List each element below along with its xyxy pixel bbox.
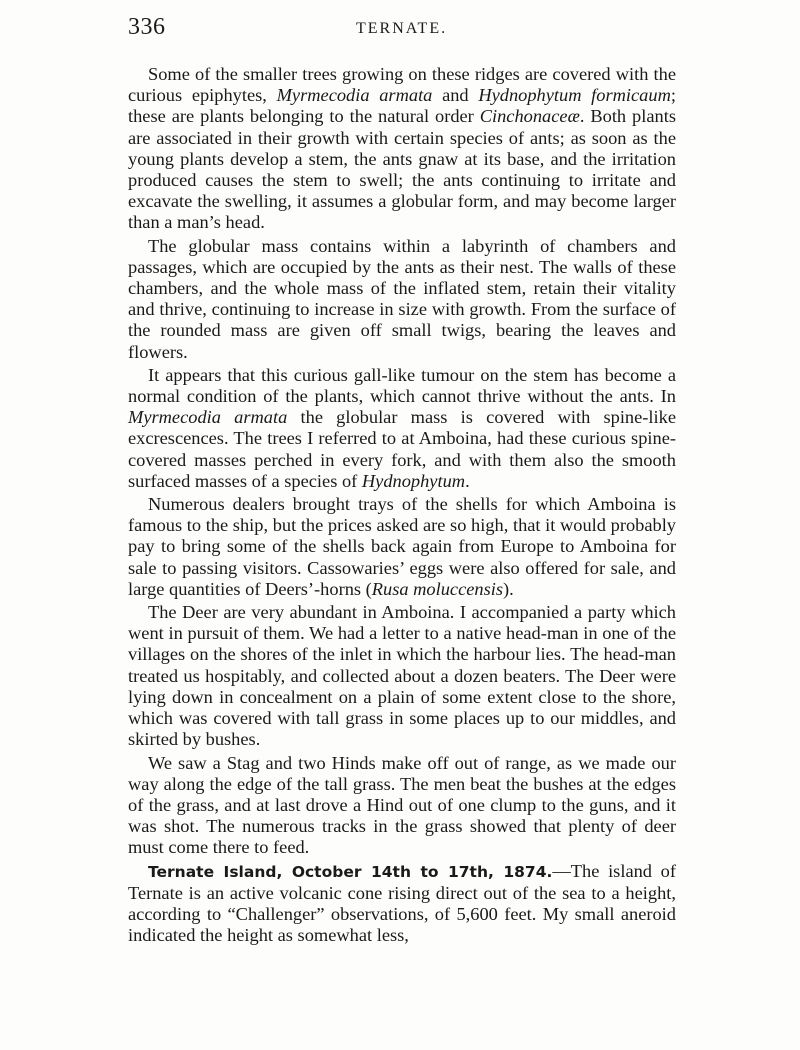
paragraph-shell-dealers (128, 494, 676, 600)
text-run: ). (503, 578, 514, 599)
body-text (128, 64, 676, 948)
paragraph-epiphytes (128, 64, 676, 234)
species-name: Hydnophytum (361, 470, 466, 491)
text-run: It appears that this curious gall-like tumour on the stem has become a normal condition of the plants, which cannot thrive without the ants. In (128, 364, 676, 407)
text-run: Some of the smaller trees growing on these ridges are covered with the curious epiphytes, (128, 64, 676, 106)
species-name: Rusa moluccensis (371, 578, 504, 599)
page-number: 336 (128, 14, 166, 40)
paragraph-globular-mass: The globular mass contains within a labyrinth of chambers and passages, which are occupied by the ants as their nest. The walls of these chambers, and the whole mass of the inflated stem, retain their vitality and thrive, continuing to increase in size with growth. From the surface of the rounded mass are given off small twigs, bearing the leaves and flowers. (128, 235, 676, 362)
running-head: TERNATE. (356, 20, 448, 37)
species-name: Hydnophytum formicaum (478, 85, 671, 106)
paragraph-ternate-island (128, 861, 676, 947)
page-header (128, 14, 676, 44)
text-run: . (465, 470, 470, 491)
order-name: Cinchonaceæ (479, 106, 580, 127)
text-run: and (432, 85, 479, 106)
text-run: Numerous dealers brought trays of the shells for which Amboina is famous to the ship, but the prices asked are so high, that it would probably pay to bring some of the shells back again from Europe to Amboina for sale to passing visitors. Cassowaries’ eggs were also offered for sale, and large quantities of Deers’-horns ( (128, 494, 676, 599)
text-run: —The island of Ternate is an active volcanic cone rising direct out of the sea to a height, according to “Challenger” observations, of 5,600 feet. My small aneroid indicated the height as somewhat less, (128, 860, 676, 946)
paragraph-gall-tumour (128, 365, 676, 492)
paragraph-stag-hinds: We saw a Stag and two Hinds make off out of range, as we made our way along the edge of the tall grass. The men beat the bushes at the edges of the grass, and at last drove a Hind out of one clump to the guns, and it was shot. The numerous tracks in the grass showed that plenty of deer must come there to feed. (128, 752, 676, 858)
text-run: ; these are plants belonging to the natural order (128, 85, 676, 127)
species-name: Myrmecodia armata (276, 85, 433, 106)
paragraph-deer-hunt: The Deer are very abundant in Amboina. I accompanied a party which went in pursuit of them. We had a letter to a native head-man in one of the villages on the shores of the inlet in which the harbour lies. The head-man treated us hospitably, and collected about a dozen beaters. The Deer were lying down in concealment on a plain of some extent close to the shore, which was covered with tall grass in some places up to our middles, and skirted by bushes. (128, 602, 676, 750)
section-heading: Ternate Island, October 14th to 17th, 1874. (148, 862, 553, 881)
text-run: . Both plants are associated in their growth with certain species of ants; as soon as the young plants develop a stem, the ants gnaw at its base, and the irritation produced causes the stem to swell; the ants continuing to irritate and excavate the swelling, it assumes a globular form, and may become larger than a man’s head. (128, 106, 676, 233)
species-name: Myrmecodia armata (128, 407, 288, 428)
text-run: the globular mass is covered with spine-like excrescences. The trees I referred to at Amboina, had these curious spine-covered masses perched in every fork, and with them also the smooth surfaced masses of a species of (128, 407, 676, 491)
